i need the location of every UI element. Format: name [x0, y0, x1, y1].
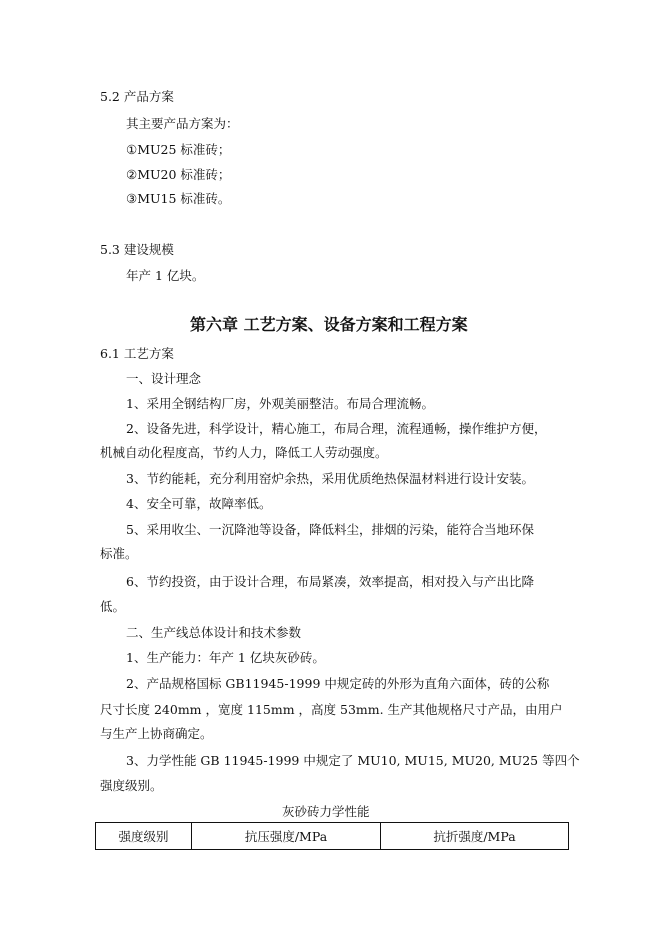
- chapter6-title: 第六章 工艺方案、设备方案和工程方案: [190, 315, 468, 334]
- sec52-title: 5.2 产品方案: [100, 89, 174, 104]
- sec61-title: 6.1 工艺方案: [100, 346, 174, 361]
- strength-table: [95, 822, 569, 850]
- sec52-intro: 其主要产品方案为：: [126, 116, 239, 131]
- item-q1: 1、生产能力：年产 1 亿块灰砂砖。: [126, 650, 325, 665]
- item-q2c: 与生产上协商确定。: [100, 726, 213, 741]
- para-3: 3、节约能耗，充分利用窑炉余热，采用优质绝热保温材料进行设计安装。: [126, 471, 534, 486]
- para-2a: 2、设备先进，科学设计，精心施工，布局合理，流程通畅，操作维护方便，: [126, 421, 547, 436]
- header-flexural: 抗折强度/MPa: [381, 823, 569, 850]
- header-compressive: 抗压强度/MPa: [192, 823, 381, 850]
- table-caption: 灰砂砖力学性能: [282, 804, 370, 819]
- item-q2b: 尺寸长度 240mm ，宽度 115mm ，高度 53mm. 生产其他规格尺寸产品，由用户: [100, 702, 563, 717]
- product-item-3: ③MU15 标准砖。: [126, 191, 231, 206]
- header-grade: 强度级别: [96, 823, 192, 850]
- item-q3b: 强度级别。: [100, 778, 163, 793]
- para-2b: 机械自动化程度高，节约人力，降低工人劳动强度。: [100, 445, 388, 460]
- sec53-title: 5.3 建设规模: [100, 242, 174, 257]
- para-5a: 5、采用收尘、一沉降池等设备，降低料尘，排烟的污染，能符合当地环保: [126, 522, 534, 537]
- para-4: 4、安全可靠，故障率低。: [126, 496, 272, 511]
- sub-heading-2: 二、生产线总体设计和技术参数: [126, 625, 302, 640]
- para-6a: 6、节约投资，由于设计合理，布局紧凑，效率提高，相对投入与产出比降: [126, 574, 534, 589]
- table-header-row: [96, 823, 569, 850]
- para-6b: 低。: [100, 599, 126, 614]
- sub-heading-1: 一、设计理念: [126, 371, 202, 386]
- product-item-1: ①MU25 标准砖；: [126, 142, 231, 157]
- para-5b: 标准。: [100, 546, 138, 561]
- item-q2a: 2、产品规格国标 GB11945-1999 中规定砖的外形为直角六面体，砖的公称: [126, 676, 550, 691]
- sec53-body: 年产 1 亿块。: [126, 268, 205, 283]
- para-1: 1、采用全钢结构厂房，外观美丽整洁。布局合理流畅。: [126, 396, 434, 411]
- item-q3a: 3、力学性能 GB 11945-1999 中规定了 MU10, MU15, MU20, MU25 等四个: [126, 753, 580, 768]
- product-item-2: ②MU20 标准砖；: [126, 167, 231, 182]
